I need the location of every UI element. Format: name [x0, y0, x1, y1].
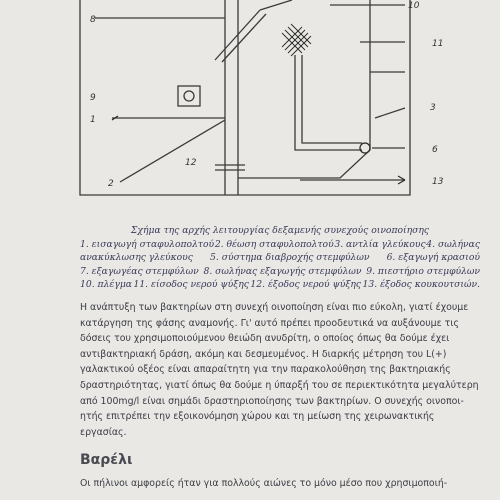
label-3: 3: [430, 103, 436, 113]
caption-line: 7. εξαγωγέας στεμφύλων 8. σωλήνας εξαγωγής στεμφύλων 9. πιεστήριο στεμφύλων: [80, 265, 480, 277]
text-line: δραστηριότητας, γιατί όπως θα δούμε η ύπαρξή του σε περιεκτικότητα μεγαλύτερη: [80, 379, 479, 391]
caption-line: ανακύκλωσης γλεύκους 5. σύστημα διαβροχής στεμφύλων 6. εξαγωγή κρασιού: [80, 252, 480, 264]
text-line: γαλακτικού οξέος είναι απαραίτητη για την παρακολούθηση της βακτηριακής: [80, 364, 451, 376]
text-line: ητής επιτρέπει την εξοικονόμηση χώρου και τη μείωση της χειρωνακτικής: [80, 411, 435, 423]
section-first-line: Οι πήλινοι αμφορείς ήταν για πολλούς αιώνες το μόνο μέσο που χρησιμοποιή-: [80, 478, 448, 489]
section-heading: Βαρέλι: [80, 452, 133, 468]
pump-symbol: [360, 143, 370, 153]
label-8: 8: [90, 15, 96, 25]
text-line: Η ανάπτυξη των βακτηρίων στη συνεχή οινοποίηση είναι πιο εύκολη, γιατί έχουμε: [80, 302, 469, 313]
caption-title: Σχήμα της αρχής λειτουργίας δεξαμενής συνεχούς οινοποίησης: [130, 225, 430, 236]
text-line: κατάργηση της φάσης αναμονής. Γι' αυτό πρέπει προοδευτικά να αυξάνουμε τις: [80, 317, 459, 329]
label-2: 2: [108, 179, 114, 189]
text-line: από 100mg/l είναι σημάδι δραστηριοποίησης των βακτηρίων. Ο συνεχής οινοποι-: [80, 395, 464, 407]
figure-caption: [80, 224, 480, 291]
label-6: 6: [432, 145, 438, 155]
label-1: 1: [90, 115, 96, 125]
text-line: δόσεις του χρησιμοποιούμενου θειώδη ανυδρίτη, ο οποίος όπως θα δούμε έχει: [80, 333, 450, 345]
caption-line: 10. πλέγμα 11. είσοδος νερού ψύξης 12. έξοδος νερού ψύξης 13. έξοδος κουκουτσιών.: [80, 278, 480, 290]
tank-diagram: [0, 0, 500, 220]
label-11: 11: [432, 39, 444, 49]
label-12: 12: [185, 158, 197, 168]
label-13: 13: [432, 177, 444, 187]
diagram-frame: [80, 0, 410, 195]
text-line: εργασίας.: [80, 426, 127, 438]
label-9: 9: [90, 93, 96, 103]
body-paragraph: [80, 300, 484, 440]
label-10: 10: [408, 1, 420, 11]
caption-line: 1. εισαγωγή σταφυλοπολτού 2. θέωση σταφυλοπολτού 3. αντλία γλεύκους 4. σωλήνας: [80, 239, 480, 251]
text-line: αντιβακτηριακή δράση, ακόμη και δεσμευμένος. Η διαρκής μέτρηση του L(+): [80, 348, 447, 360]
